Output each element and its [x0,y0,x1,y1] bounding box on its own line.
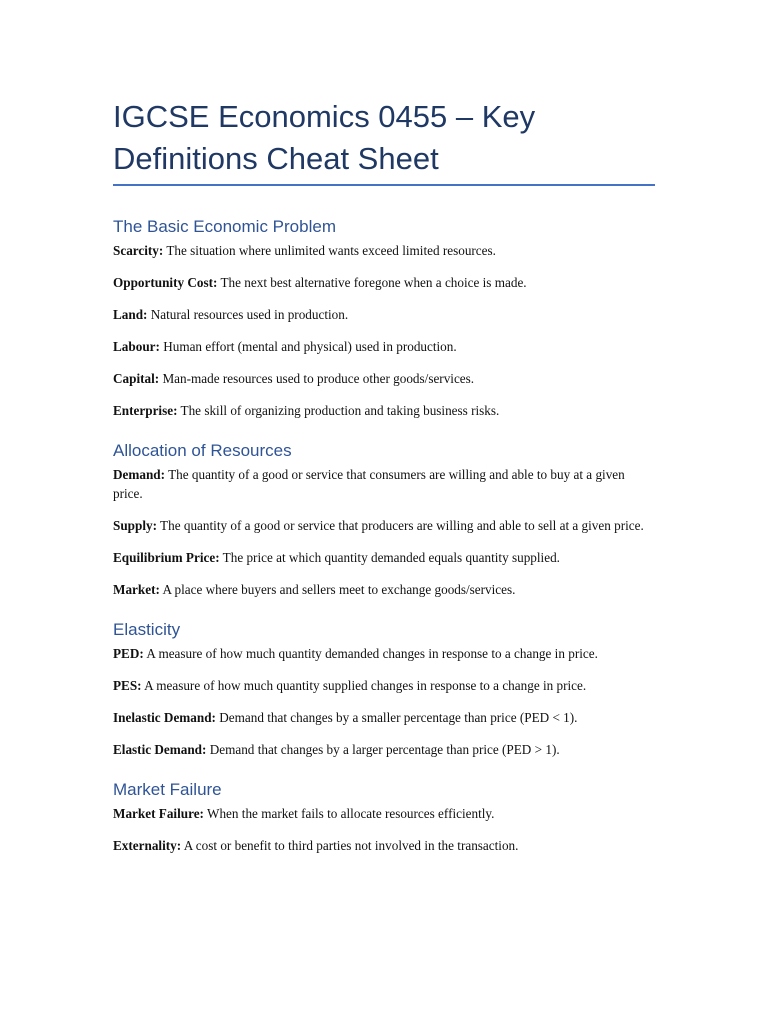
definition-text: A place where buyers and sellers meet to exchange goods/services. [159,582,516,597]
definition-item [113,836,655,855]
definition-text: Human effort (mental and physical) used in production. [159,339,457,354]
definition-item [113,401,655,420]
definition-term: Market Failure: [113,806,204,821]
definition-item [113,644,655,663]
definition-term: Market: [113,582,160,597]
definition-text: The quantity of a good or service that consumers are willing and able to buy at a given price. [113,467,625,501]
definition-term: Inelastic Demand: [113,710,216,725]
definition-term: Demand: [113,467,166,482]
section-heading: Elasticity [113,620,181,639]
definition-text: A cost or benefit to third parties not involved in the transaction. [181,838,519,853]
definition-item [113,708,655,727]
definition-term: Elastic Demand: [113,742,207,757]
definition-term: Supply: [113,518,157,533]
definition-item [113,369,655,388]
definition-item [113,676,655,695]
definition-term: Externality: [113,838,182,853]
definition-text: The price at which quantity demanded equals quantity supplied. [219,550,560,565]
definition-text: Man-made resources used to produce other goods/services. [159,371,475,386]
definition-item [113,548,655,567]
definition-item [113,740,655,759]
definition-term: Equilibrium Price: [113,550,220,565]
definition-text: A measure of how much quantity supplied changes in response to a change in price. [141,678,587,693]
definition-item [113,465,655,503]
definition-text: Natural resources used in production. [147,307,349,322]
section-heading: Market Failure [113,780,222,799]
definition-text: Demand that changes by a smaller percentage than price (PED < 1). [215,710,578,725]
definition-item [113,516,655,535]
definition-term: PES: [113,678,142,693]
section-market-failure [113,779,655,855]
section-elasticity [113,619,655,759]
definition-term: Scarcity: [113,243,164,258]
title-underline [113,184,655,186]
definition-item [113,305,655,324]
section-allocation-of-resources [113,440,655,599]
definition-text: Demand that changes by a larger percentage than price (PED > 1). [206,742,560,757]
definition-text: The next best alternative foregone when a choice is made. [217,275,527,290]
definition-term: Capital: [113,371,160,386]
definition-term: Opportunity Cost: [113,275,218,290]
definition-item [113,273,655,292]
definition-text: The situation where unlimited wants exceed limited resources. [163,243,496,258]
definition-item [113,337,655,356]
definition-item [113,804,655,823]
definition-term: Land: [113,307,148,322]
definition-text: When the market fails to allocate resources efficiently. [203,806,495,821]
definition-term: Enterprise: [113,403,178,418]
definition-text: A measure of how much quantity demanded changes in response to a change in price. [143,646,598,661]
definition-item [113,580,655,599]
definition-term: Labour: [113,339,160,354]
document-page [113,96,655,875]
definition-item [113,241,655,260]
section-basic-economic-problem [113,216,655,420]
document-title: IGCSE Economics 0455 – Key Definitions Cheat Sheet [113,99,536,176]
definition-text: The skill of organizing production and taking business risks. [177,403,500,418]
section-heading: Allocation of Resources [113,441,292,460]
section-heading: The Basic Economic Problem [113,217,336,236]
definition-text: The quantity of a good or service that producers are willing and able to sell at a given price. [157,518,644,533]
definition-term: PED: [113,646,144,661]
